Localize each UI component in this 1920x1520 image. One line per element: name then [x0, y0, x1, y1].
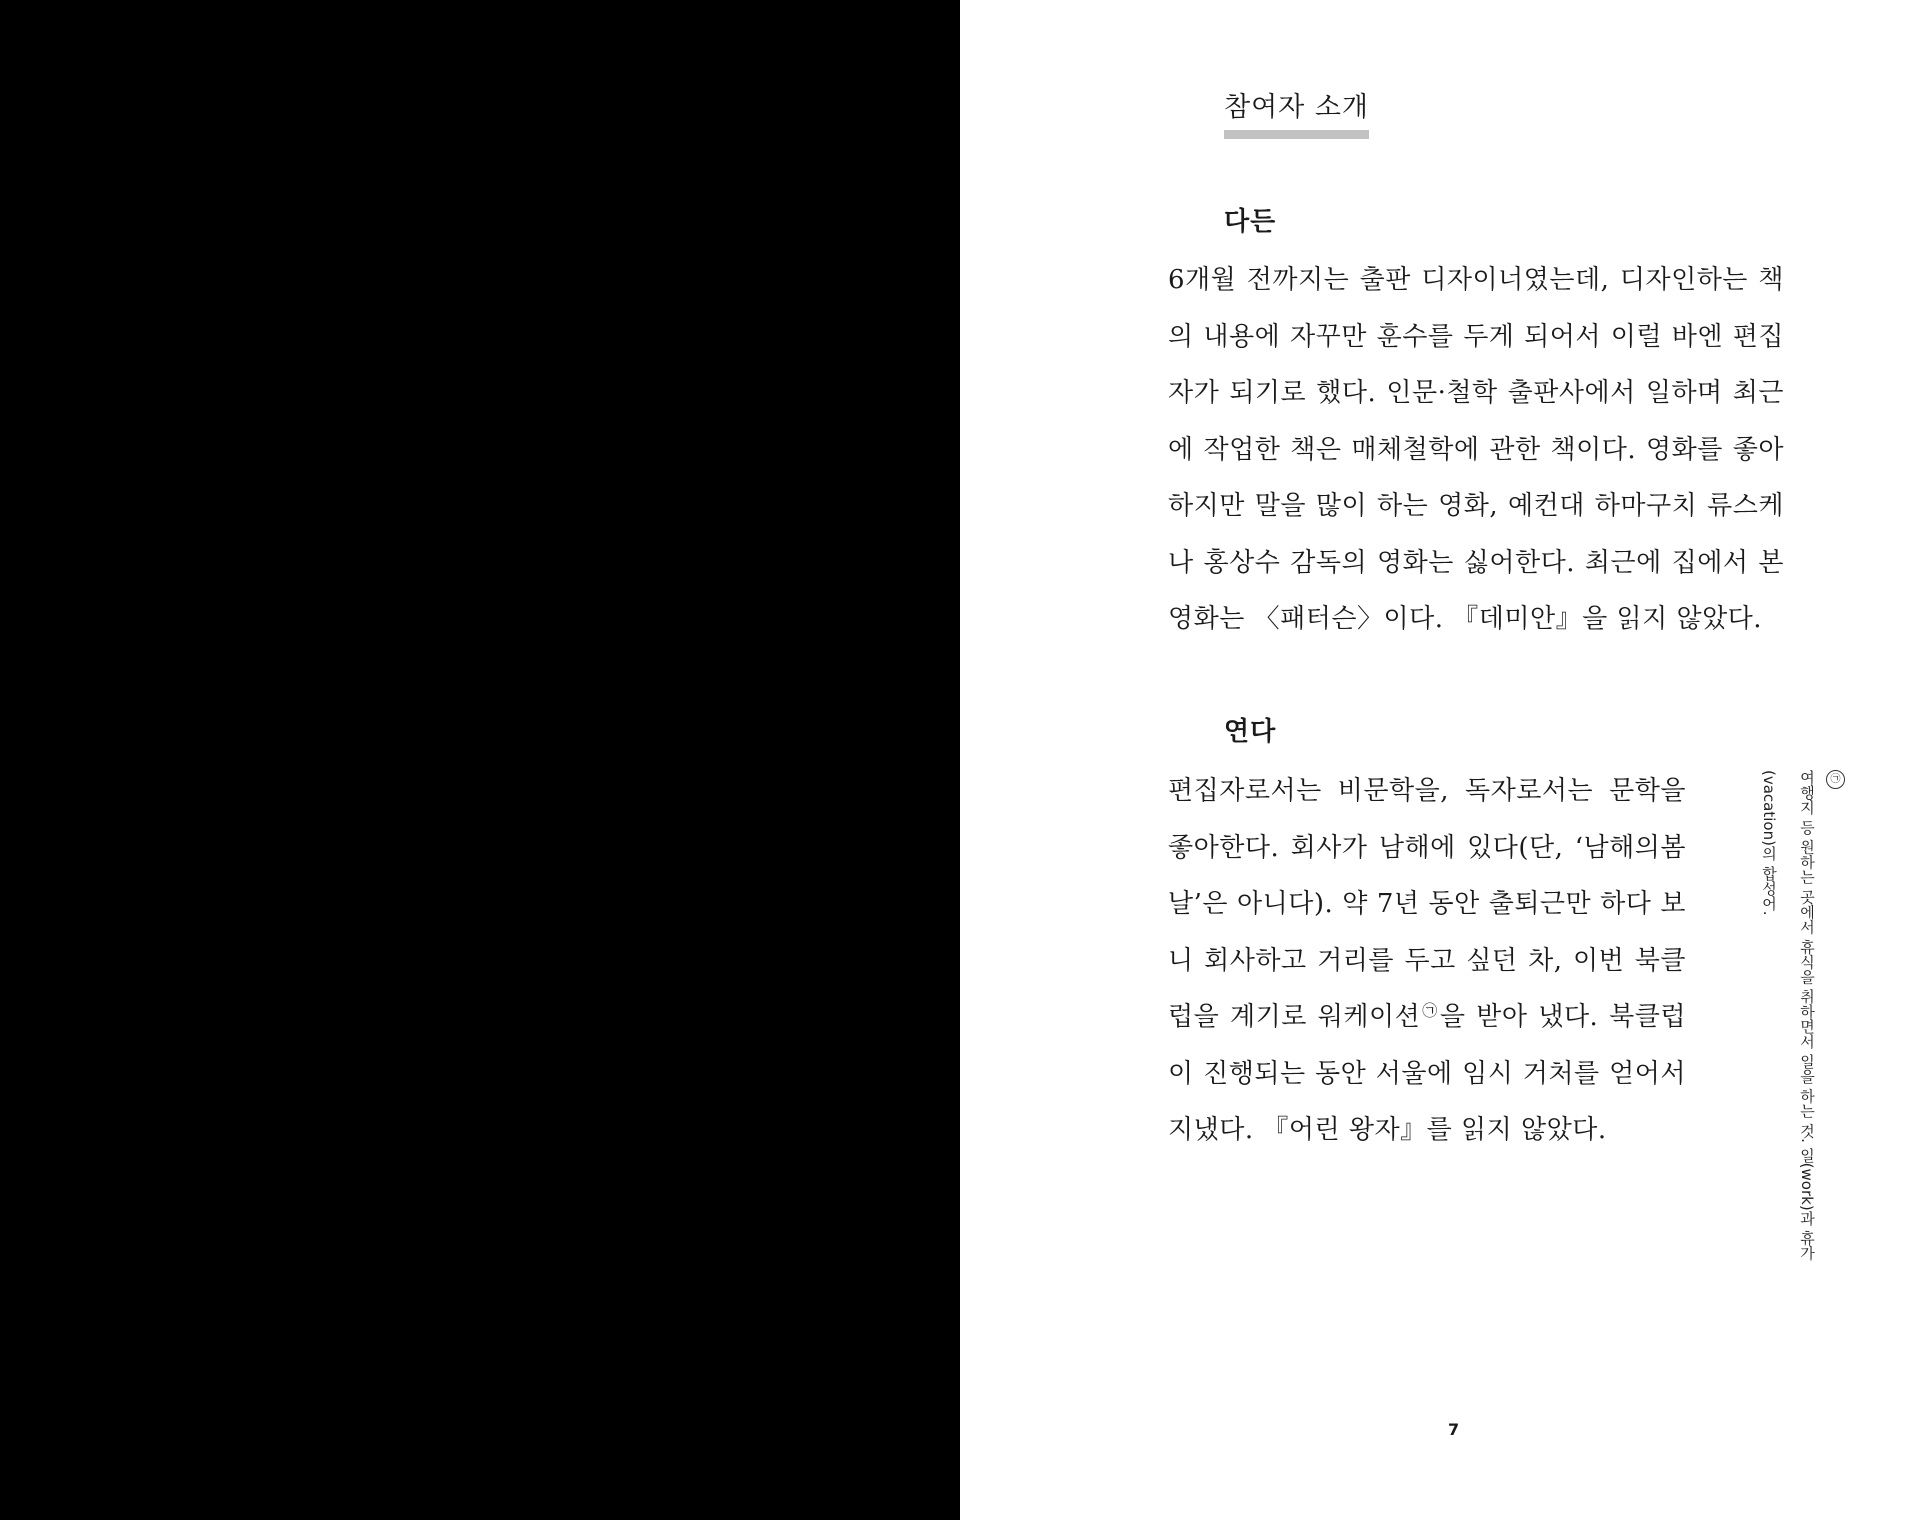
participant-bio-2 [1168, 763, 1686, 1159]
bio-2-text-before: 편집자로서는 비문학을, 독자로서는 문학을 좋아한다. 회사가 남해에 있다(단, ‘남해의봄날’은 아니다). 약 7년 동안 출퇴근만 하다 보니 회사하고 거리를 두고 싶던 차, 이번 북클럽을 계기로 워케이션 [1168, 776, 1686, 1032]
page-number: 7 [1448, 1420, 1460, 1439]
footnote-mark: ㉠ [1420, 1001, 1440, 1020]
participant-bio-1: 6개월 전까지는 출판 디자이너였는데, 디자인하는 책의 내용에 자꾸만 훈수를 두게 되어서 이럴 바엔 편집자가 되기로 했다. 인문·철학 출판사에서 일하며 최근에 작업한 책은 매체철학에 관한 책이다. 영화를 좋아하지만 말을 많이 하는 영화, 예컨대 하마구치 류스케나 홍상수 감독의 영화는 싫어한다. 최근에 집에서 본 영화는 〈패터슨〉이다. 『데미안』을 읽지 않았다. [1168, 265, 1784, 634]
side-note-marker: ㉠ [1826, 770, 1845, 789]
side-note [1750, 770, 1845, 1270]
section-title: 참여자 소개 [1224, 88, 1369, 139]
participant-name-1: 다든 [1224, 207, 1277, 237]
side-note-text: 여행지 등 원하는 곳에서 휴식을 취하면서 일을 하는 것. 일(work)과 휴가(vacation)의 합성어. [1760, 770, 1816, 1261]
participant-name-2: 연다 [1224, 717, 1277, 747]
right-page [960, 0, 1920, 1520]
bio-2-text-after: 을 받아 냈다. 북클럽이 진행되는 동안 서울에 임시 거처를 얻어서 지냈다. 『어린 왕자』를 읽지 않았다. [1168, 1002, 1686, 1145]
